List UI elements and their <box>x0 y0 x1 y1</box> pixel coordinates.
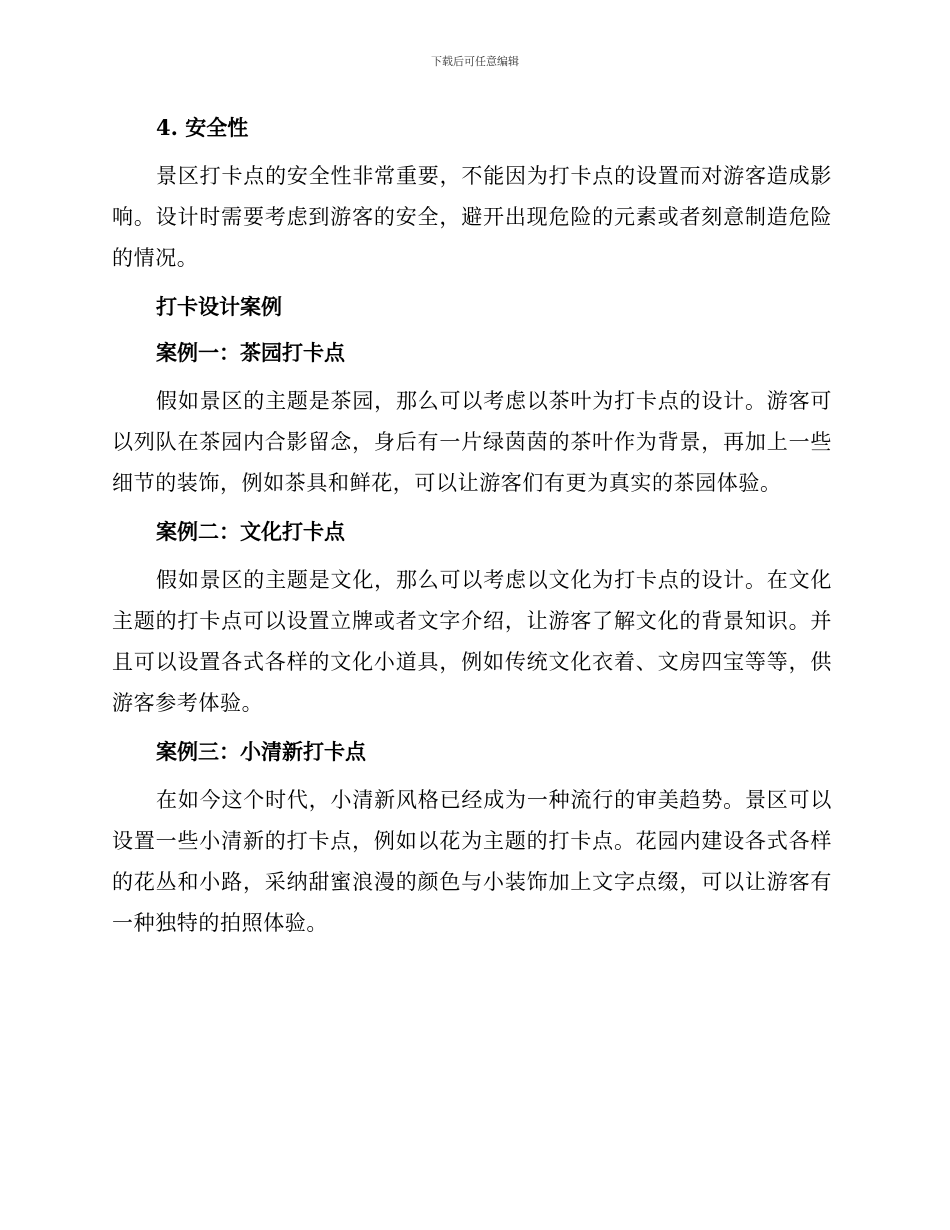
section-heading-safety: 4. 安全性 <box>156 115 249 140</box>
case-heading-culture: 案例二：文化打卡点 <box>156 519 345 544</box>
document-body <box>112 110 832 954</box>
running-header: 下载后可任意编辑 <box>431 55 519 68</box>
paragraph-tea-garden: 假如景区的主题是茶园，那么可以考虑以茶叶为打卡点的设计。游客可以列队在茶园内合影留念，身后有一片绿茵茵的茶叶作为背景，再加上一些细节的装饰，例如茶具和鲜花，可以让游客们有更为真实的茶园体验。 <box>112 389 832 495</box>
paragraph-fresh-style: 在如今这个时代，小清新风格已经成为一种流行的审美趋势。景区可以设置一些小清新的打卡点，例如以花为主题的打卡点。花园内建设各式各样的花丛和小路，采纳甜蜜浪漫的颜色与小装饰加上文字点缀，可以让游客有一种独特的拍照体验。 <box>112 788 832 935</box>
section-heading-cases: 打卡设计案例 <box>156 294 282 319</box>
case-heading-tea-garden: 案例一：茶园打卡点 <box>156 340 345 365</box>
case-heading-fresh-style: 案例三：小清新打卡点 <box>156 739 366 764</box>
paragraph-culture: 假如景区的主题是文化，那么可以考虑以文化为打卡点的设计。在文化主题的打卡点可以设置立牌或者文字介绍，让游客了解文化的背景知识。并且可以设置各式各样的文化小道具，例如传统文化衣着、文房四宝等等，供游客参考体验。 <box>112 568 832 715</box>
paragraph-safety: 景区打卡点的安全性非常重要，不能因为打卡点的设置而对游客造成影响。设计时需要考虑到游客的安全，避开出现危险的元素或者刻意制造危险的情况。 <box>112 164 832 270</box>
